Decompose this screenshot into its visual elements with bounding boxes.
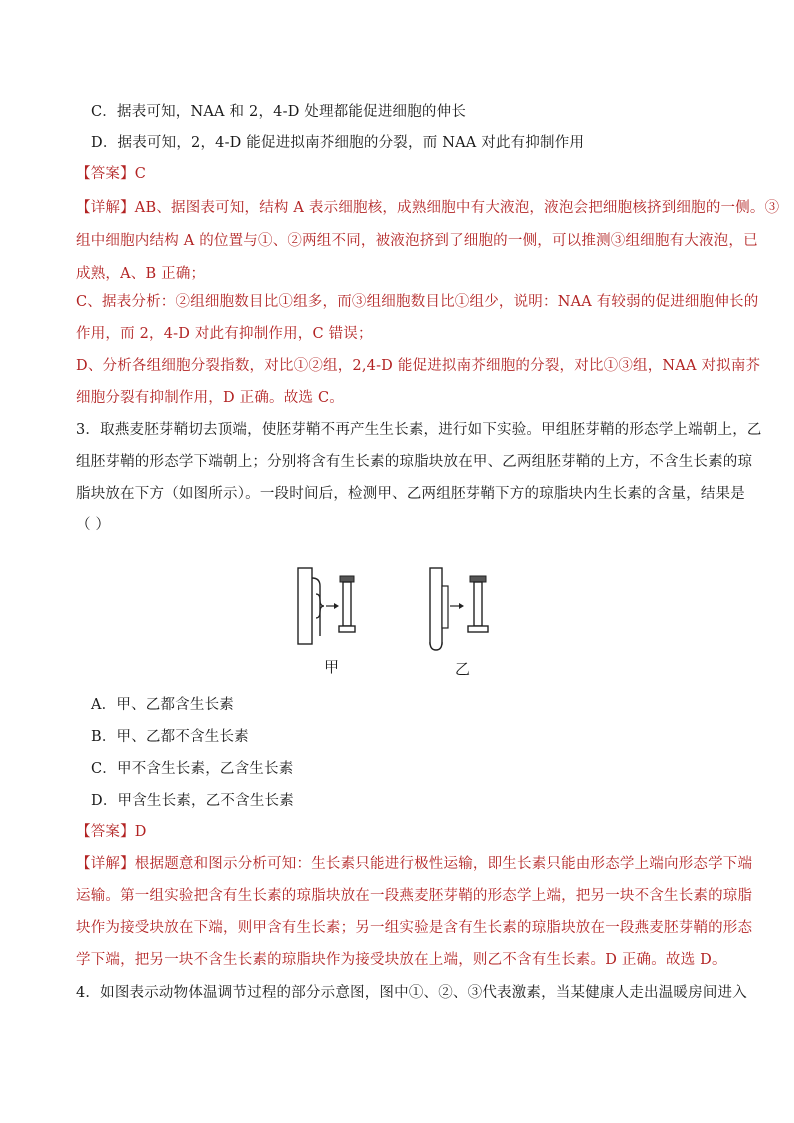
text-line: （ ） bbox=[76, 517, 111, 533]
text-line: C．甲不含生长素，乙含生长素 bbox=[91, 761, 294, 777]
group-jia-diagram bbox=[298, 568, 355, 644]
text-line: A．甲、乙都含生长素 bbox=[91, 697, 234, 713]
text-line: D、分析各组细胞分裂指数，对比①②组，2,4-D 能促进拟南芥细胞的分裂，对比①③组，NAA 对拟南芥 bbox=[76, 358, 761, 374]
text-line: 【详解】根据题意和图示分析可知：生长素只能进行极性运输，即生长素只能由形态学上端向形态学下端 bbox=[76, 856, 753, 872]
text-line: 细胞分裂有抑制作用，D 正确。故选 C。 bbox=[76, 390, 344, 406]
figure-label-yi: 乙 bbox=[455, 660, 471, 678]
text-line: 成熟，A、B 正确； bbox=[76, 266, 206, 282]
text-line: 3．取燕麦胚芽鞘切去顶端，使胚芽鞘不再产生生长素，进行如下实验。甲组胚芽鞘的形态学上端朝上，乙 bbox=[76, 422, 762, 438]
text-line: 组胚芽鞘的形态学下端朝上；分别将含有生长素的琼脂块放在甲、乙两组胚芽鞘的上方，不含生长素的琼 bbox=[76, 454, 753, 470]
text-line: 学下端，把另一块不含生长素的琼脂块作为接受块放在上端，则乙不含有生长素。D 正确。故选 D。 bbox=[76, 952, 727, 968]
coleoptile-figure bbox=[290, 560, 510, 680]
text-line: C、据表分析：②组细胞数目比①组多，而③组细胞数目比①组少，说明：NAA 有较弱的促进细胞伸长的 bbox=[76, 294, 759, 310]
text-line: C．据表可知，NAA 和 2，4-D 处理都能促进细胞的伸长 bbox=[91, 104, 467, 120]
coleoptile-diagram bbox=[290, 560, 510, 680]
group-yi-diagram bbox=[430, 568, 488, 650]
text-line: 【详解】AB、据图表可知，结构 A 表示细胞核，成熟细胞中有大液泡，液泡会把细胞核挤到细胞的一侧。③ bbox=[76, 200, 780, 216]
text-line: 运输。第一组实验把含有生长素的琼脂块放在一段燕麦胚芽鞘的形态学上端，把另一块不含生长素的琼脂 bbox=[76, 888, 753, 904]
text-line: 作用，而 2，4-D 对此有抑制作用，C 错误； bbox=[76, 326, 373, 342]
figure-label-jia: 甲 bbox=[324, 658, 340, 676]
text-line: 【答案】D bbox=[76, 824, 147, 840]
text-line: 组中细胞内结构 A 的位置与①、②两组不同，被液泡挤到了细胞的一侧，可以推测③组细胞有大液泡，已 bbox=[76, 233, 758, 249]
text-line: 【答案】C bbox=[76, 166, 147, 182]
text-line: 4．如图表示动物体温调节过程的部分示意图，图中①、②、③代表激素，当某健康人走出温暖房间进入 bbox=[76, 985, 747, 1001]
text-line: 块作为接受块放在下端，则甲含有生长素；另一组实验是含有生长素的琼脂块放在一段燕麦胚芽鞘的形态 bbox=[76, 920, 753, 936]
text-line: D．据表可知，2，4-D 能促进拟南芥细胞的分裂，而 NAA 对此有抑制作用 bbox=[91, 135, 585, 151]
text-line: 脂块放在下方（如图所示）。一段时间后，检测甲、乙两组胚芽鞘下方的琼脂块内生长素的含量，结果是 bbox=[76, 486, 745, 502]
text-line: B．甲、乙都不含生长素 bbox=[91, 729, 249, 745]
text-line: D．甲含生长素，乙不含生长素 bbox=[91, 793, 294, 809]
